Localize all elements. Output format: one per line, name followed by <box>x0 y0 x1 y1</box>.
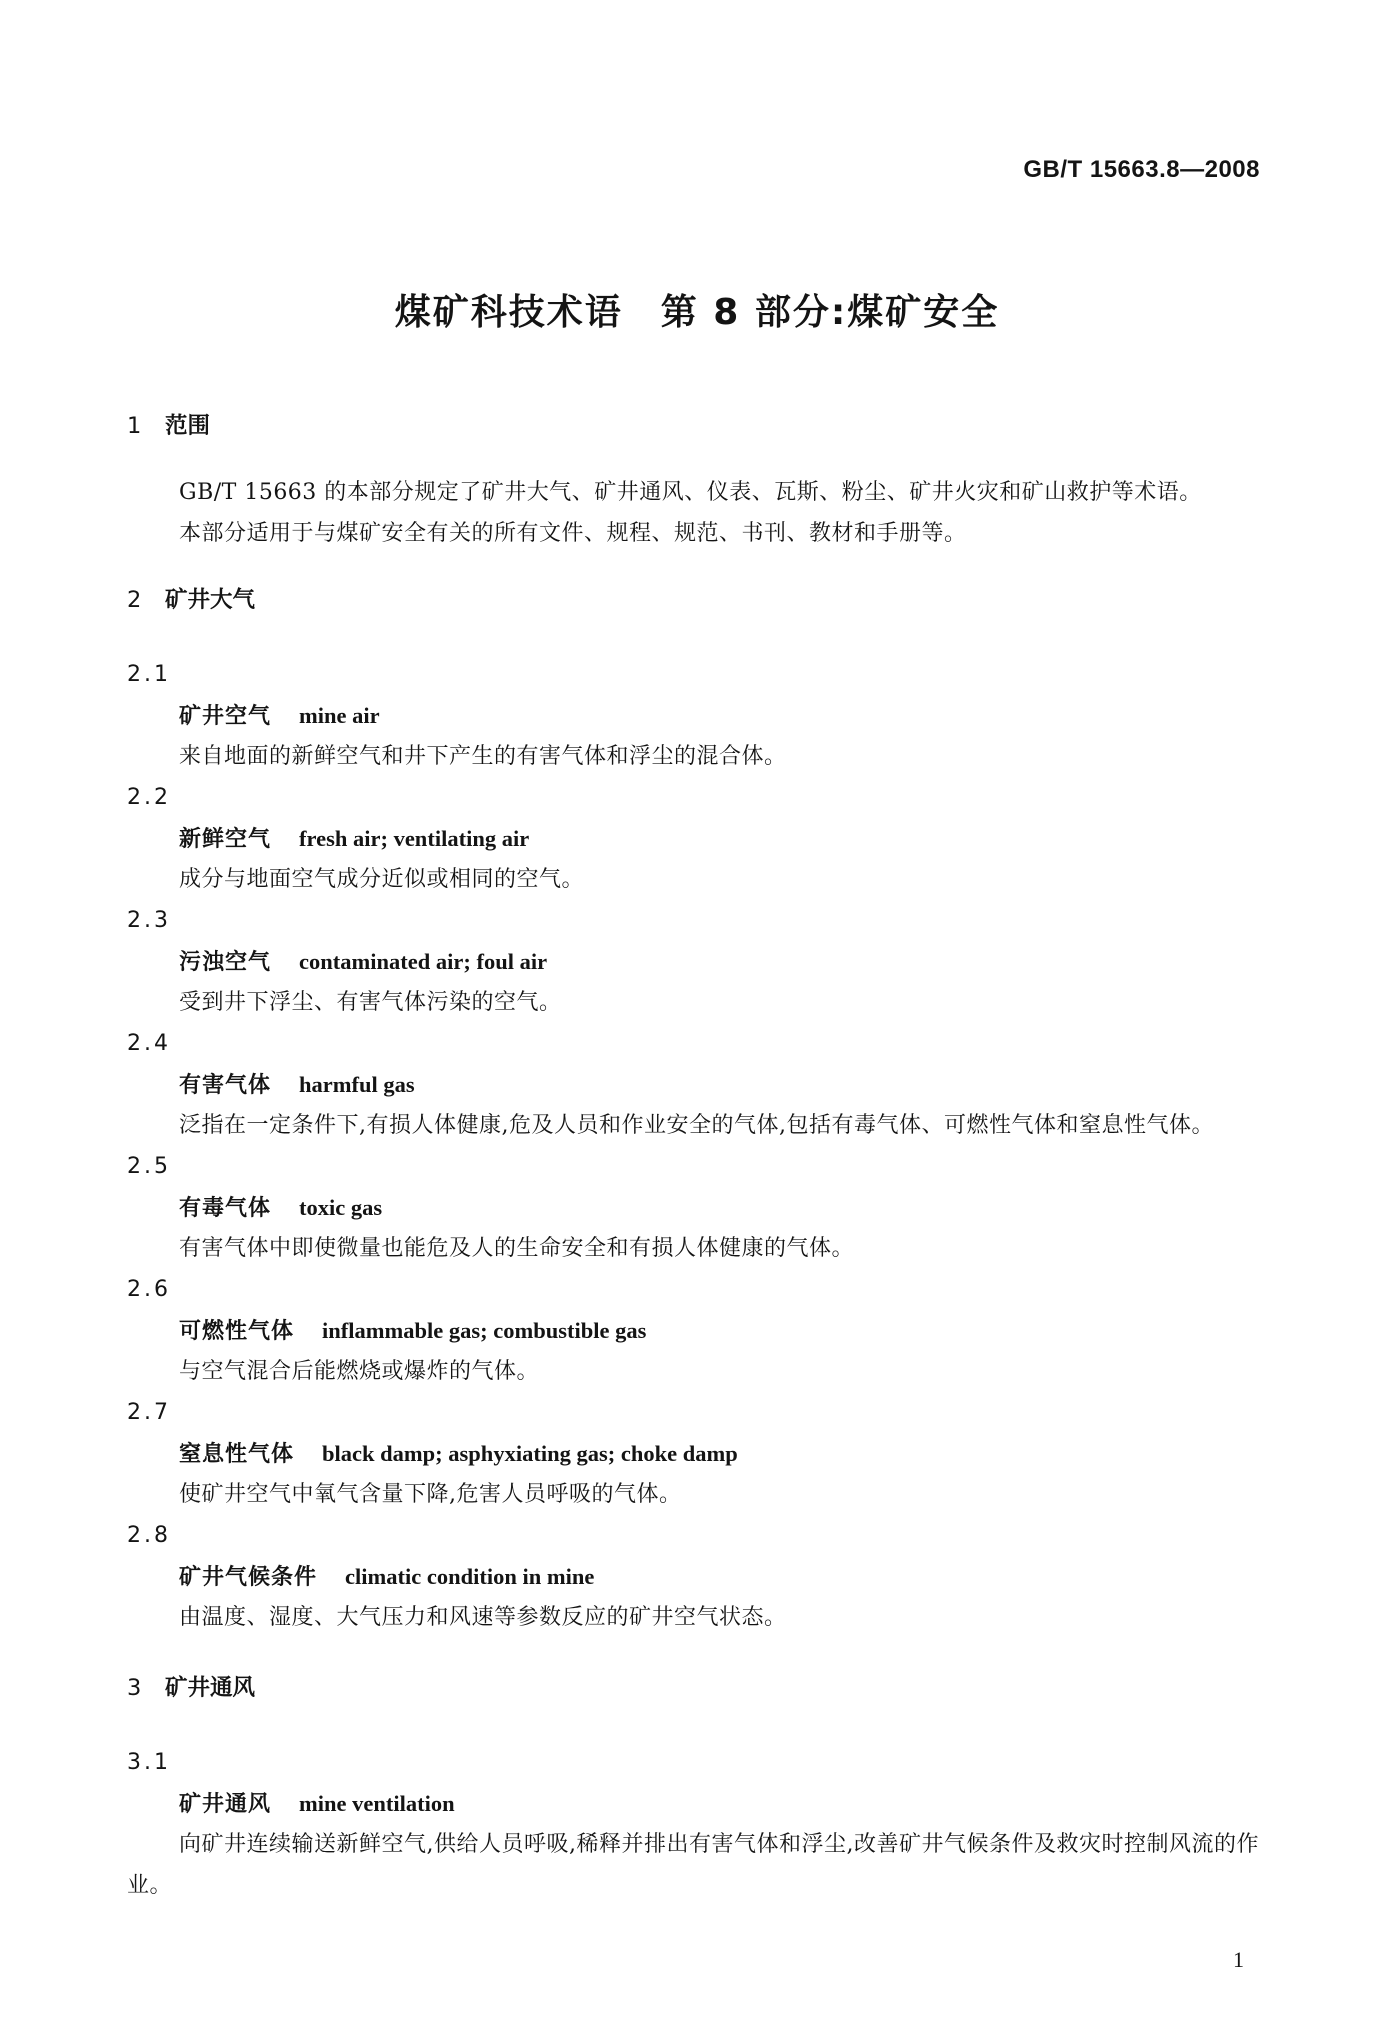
term-chinese: 有害气体 <box>179 1073 272 1098</box>
term-english: mine air <box>299 703 380 728</box>
entry-number: 2.6 <box>127 1277 171 1302</box>
term-english: mine ventilation <box>299 1791 455 1816</box>
section-heading-scope <box>127 402 1265 450</box>
term-line <box>127 1783 1265 1824</box>
term-chinese: 矿井空气 <box>179 704 272 729</box>
term-chinese: 新鲜空气 <box>179 827 272 852</box>
standard-code: GB/T 15663.8—2008 <box>1023 156 1260 183</box>
term-entry <box>127 1023 1265 1146</box>
page-number: 1 <box>1233 1947 1244 1972</box>
term-line <box>127 941 1265 982</box>
document-title: 煤矿科技术语 第 8 部分:煤矿安全 <box>394 292 1000 333</box>
term-english: fresh air; ventilating air <box>299 826 530 851</box>
term-entry <box>127 1515 1265 1638</box>
section-title: 范围 <box>165 413 211 439</box>
section-number: 3 <box>127 1675 142 1701</box>
entry-number: 3.1 <box>127 1750 171 1775</box>
term-line <box>127 1556 1265 1597</box>
term-chinese: 可燃性气体 <box>179 1319 295 1344</box>
term-chinese: 污浊空气 <box>179 950 272 975</box>
section-title: 矿井大气 <box>165 587 256 613</box>
entry-number: 2.7 <box>127 1400 171 1425</box>
term-line <box>127 1187 1265 1228</box>
term-definition: 来自地面的新鲜空气和井下产生的有害气体和浮尘的混合体。 <box>179 744 787 769</box>
paragraph: 本部分适用于与煤矿安全有关的所有文件、规程、规范、书刊、教材和手册等。 <box>179 521 967 546</box>
term-definition: 有害气体中即使微量也能危及人的生命安全和有损人体健康的气体。 <box>179 1236 855 1261</box>
term-definition: 受到井下浮尘、有害气体污染的空气。 <box>179 990 562 1015</box>
entry-number: 2.8 <box>127 1523 171 1548</box>
term-line <box>127 818 1265 859</box>
term-entry <box>127 1269 1265 1392</box>
term-definition: 泛指在一定条件下,有损人体健康,危及人员和作业安全的气体,包括有毒气体、可燃性气体和窒息性气体。 <box>179 1113 1214 1138</box>
term-definition: 使矿井空气中氧气含量下降,危害人员呼吸的气体。 <box>179 1482 682 1507</box>
term-chinese: 矿井气候条件 <box>179 1565 318 1590</box>
term-line <box>127 1433 1265 1474</box>
entry-number: 2.3 <box>127 908 171 933</box>
term-entry <box>127 654 1265 777</box>
section-heading-mine-ventilation <box>127 1664 1265 1712</box>
term-definition: 由温度、湿度、大气压力和风速等参数反应的矿井空气状态。 <box>179 1605 787 1630</box>
section-number: 1 <box>127 413 142 439</box>
section-title: 矿井通风 <box>165 1675 256 1701</box>
term-definition: 与空气混合后能燃烧或爆炸的气体。 <box>179 1359 540 1384</box>
term-line <box>127 695 1265 736</box>
term-english: climatic condition in mine <box>345 1564 595 1589</box>
term-line <box>127 1064 1265 1105</box>
entry-number: 2.2 <box>127 785 171 810</box>
term-definition: 成分与地面空气成分近似或相同的空气。 <box>179 867 585 892</box>
document-body <box>127 402 1265 1906</box>
term-definition: 向矿井连续输送新鲜空气,供给人员呼吸,稀释并排出有害气体和浮尘,改善矿井气候条件及救灾时控制风流的作业。 <box>127 1832 1259 1898</box>
entry-number: 2.5 <box>127 1154 171 1179</box>
section-heading-mine-atmosphere <box>127 576 1265 624</box>
term-english: contaminated air; foul air <box>299 949 548 974</box>
term-chinese: 有毒气体 <box>179 1196 272 1221</box>
term-english: toxic gas <box>299 1195 383 1220</box>
scope-text <box>127 472 1265 554</box>
term-english: black damp; asphyxiating gas; choke damp <box>322 1441 738 1466</box>
term-entry <box>127 777 1265 900</box>
entry-number: 2.4 <box>127 1031 171 1056</box>
term-english: inflammable gas; combustible gas <box>322 1318 647 1343</box>
term-entry <box>127 1742 1265 1906</box>
term-chinese: 矿井通风 <box>179 1792 272 1817</box>
term-entry <box>127 1146 1265 1269</box>
term-line <box>127 1310 1265 1351</box>
term-chinese: 窒息性气体 <box>179 1442 295 1467</box>
term-english: harmful gas <box>299 1072 415 1097</box>
term-entry <box>127 1392 1265 1515</box>
entry-number: 2.1 <box>127 662 171 687</box>
term-entry <box>127 900 1265 1023</box>
paragraph: GB/T 15663 的本部分规定了矿井大气、矿井通风、仪表、瓦斯、粉尘、矿井火灾和矿山救护等术语。 <box>179 480 1202 505</box>
section-number: 2 <box>127 587 142 613</box>
